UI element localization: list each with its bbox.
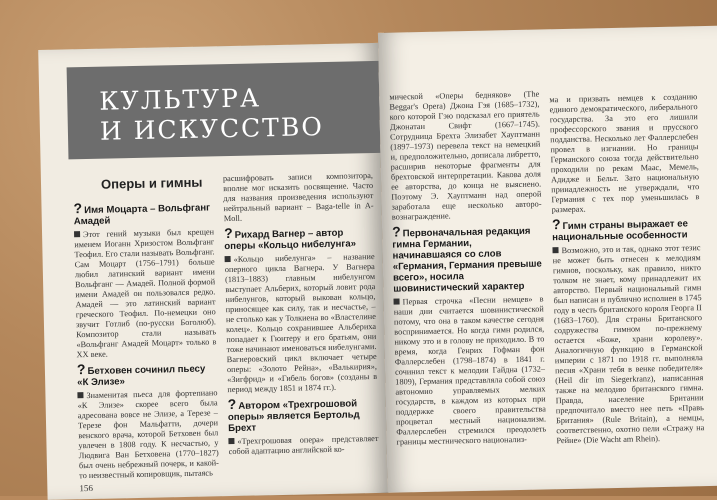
question-mark-icon: ?: [73, 200, 83, 217]
chapter-title-line2: И ИСКУССТВО: [99, 112, 325, 146]
paragraph-text: «Трехгрошовая опера» представляет собой адаптацию английской ко-: [228, 433, 379, 457]
page-number: 156: [79, 482, 93, 494]
square-bullet-icon: [225, 256, 231, 262]
paragraph: [228, 434, 378, 457]
square-bullet-icon: [393, 298, 399, 304]
right-column-1: [389, 90, 546, 448]
question-mark-icon: ?: [391, 223, 401, 240]
question-heading: [224, 225, 374, 252]
paragraph-text: Знаменитая пьеса для фортепиано «К Элизе» скорее всего была адресована вовсе не Элизе, а Терезе – Терезе фон Мальфатти, дочери венского врача, которой Бетховен был увлечен в 1808 году. К несчастью, у Людвига Ван Бетховена (1770–1827) был очень небрежный почерк, и какой-то неизвестный копировщик, пытаясь: [77, 388, 219, 481]
question-mark-icon: ?: [551, 216, 561, 233]
left-page: [38, 43, 387, 500]
paragraph-text: мической «Оперы бедняков» (The Beggar's Opera) Джона Гэя (1685–1732), кого которой Гэю подсказал его приятель Джонатан Свифт (1667–1745). Сотрудница Брехта Элизабет Хауптманн (1897–1973) перевела текст на немецкий и, предположительно, дописала либретто, расширив некоторые фрагменты для брехтовской интерпретации. Какова доля ее авторства, до конца не выяснено. Поэтому Э. Хауптманн над оперой заработала еще несколько авторо-вознаграждение.: [389, 89, 542, 222]
square-bullet-icon: [228, 438, 234, 444]
square-bullet-icon: [74, 231, 80, 237]
question-text: Автором «Трехгрошовой оперы» является Бертольд Брехт: [227, 398, 360, 435]
right-column-2: [549, 92, 704, 446]
question-mark-icon: ?: [227, 395, 237, 413]
paragraph: [393, 294, 546, 447]
paragraph-text: Этот гений музыки был крещен именем Иоганн Хризостом Вольфганг Теофил. Его стали называть Вольфганг. Сам Моцарт (1756–1791) больше любил латинский вариант имени Вольфганг — Амадей. Полной формой имени Амадей он пользовался редко. Амадей — это латинский вариант греческого Теофил. По-немецки оно звучит Готлиб (по-русски Боголюб). Композитор стали называть «Вольфганг Амадей Моцарт» только в XX веке.: [74, 227, 217, 360]
question-heading: [392, 223, 543, 294]
question-heading: [77, 361, 217, 388]
question-text: Первоначальная редакция гимна Германии, начинавшаяся со слов «Германия, Германия превыше всего», носила шовинистический характер: [392, 225, 542, 295]
paragraph-text: «Кольцо нибелунга» – название оперного цикла Вагнера. У Вагнера (1813–1883) главным нибелунгом выступает Альберих, который ловит рода нибелунгов, который выкован кольцо, приносящее как силу, так и несчастье, – не столько как у Толкиена во «Властелине колец». Кольцо сохранившее Альбериха попадает к Гюнтеру и его братьям, они тоже начинают именоваться нибелунгами. Вагнеровский цикл включает четыре оперы: «Золото Рейна», «Валькирия», «Зигфрид» и «Гибель богов» (созданы в период между 1851 и 1874 гг.).: [224, 251, 378, 395]
question-text: Гимн страны выражает ее национальные особенности: [552, 218, 689, 244]
question-heading: [228, 396, 379, 434]
question-text: Имя Моцарта – Вольфганг Амадей: [73, 202, 211, 228]
question-heading: [73, 200, 213, 227]
question-heading: [552, 216, 700, 243]
paragraph: [389, 90, 542, 223]
question-mark-icon: ?: [223, 224, 233, 242]
section-heading: Оперы и гимны: [100, 174, 203, 192]
chapter-title: [99, 81, 360, 146]
left-column-2: [223, 171, 379, 457]
paragraph: [552, 243, 704, 446]
chapter-title-line1: КУЛЬТУРА: [98, 83, 262, 116]
question-mark-icon: ?: [76, 361, 86, 378]
left-column-1: [73, 196, 219, 481]
paragraph: [549, 92, 699, 215]
paragraph: [225, 252, 378, 395]
square-bullet-icon: [552, 247, 558, 253]
paragraph: [77, 388, 219, 481]
square-bullet-icon: [77, 392, 83, 398]
paragraph-text: расшифровать записи композитора, вполне мог исказить посвящение. Часто для названия произведения используют нейтральный вариант – Baga-telle in A-Moll.: [222, 171, 374, 224]
paragraph: [74, 227, 217, 360]
paragraph-text: Возможно, это и так, однако этот тезис не может быть отнесен к мелодиям гимнов, поскольку, как правило, никто толком не знает, кому принадлежит их авторство. Первый национальный гимн был написан и публично исполнен в 1745 году в честь британского короля Георга II (1683–1760). Для страны Британского содружества гимном по-прежнему остается «Боже, храни королеву». Аналогичную функцию в Германской империи с 1871 по 1918 гг. выполняла песня «Храни тебя в венке победителя» (Heil dir im Siegerkranz), написанная также на мелодию британского гимна. Правда, население Британии предпочитало вместо нее петь «Правь Британия» (Rule Britain), а немцы, соответственно, охотно пели «Стражу на Рейне» (Die Wacht am Rhein).: [552, 243, 705, 446]
right-page: [378, 26, 717, 493]
question-text: Бетховен сочинил пьесу «К Элизе»: [77, 363, 206, 389]
paragraph-text: Первая строчка «Песни немцев» в наши дни считается шовинистической потому, что она в таком качестве сегодня воспринимается. Но когда гимн родился, никому это и в голову не приходило. В то время, когда Генрих Гофман фон Фаллерслебен (1798–1874) в 1841 г. сочинил текст к мелодии Гайдна (1732–1809), Германия представляла собой союз автономно управляемых мелких государств, в каждом из которых при поддержке своего правительства процветал местный национализм. Фаллерслебен стремился преодолеть границы местнического национализ-: [393, 294, 547, 447]
open-book: [38, 26, 717, 496]
paragraph-text: ма и призвать немцев к созданию единого демократического, либерального государства. За это его лишили профессорского звания и прусского подданства. Несколько лет Фаллерслебен провел в изгнании. Но границы Германского союза тогда действительно проходили по рекам Маас, Мемель, Адидже и Бельт. Зато национальную принадлежность не утверждали, что Германия с тех пор уменьшилась в размерах.: [549, 92, 700, 215]
paragraph: [223, 171, 374, 224]
question-text: Рихард Вагнер – автор оперы «Кольцо нибелунга»: [224, 227, 357, 253]
